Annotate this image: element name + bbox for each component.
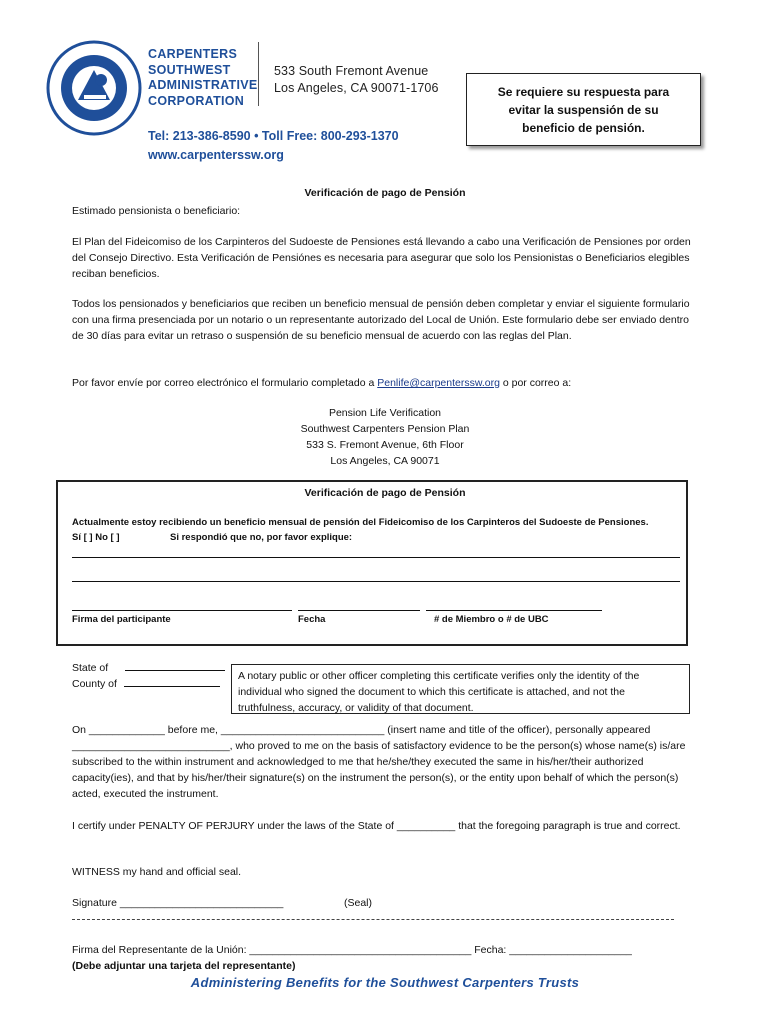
greeting: Estimado pensionista o beneficiario:	[72, 205, 241, 217]
address-line: Los Angeles, CA 90071-1706	[274, 81, 439, 95]
county-label: County of	[72, 678, 117, 690]
explain-label: Si respondió que no, por favor explique:	[170, 532, 353, 543]
union-rep-signature-line[interactable]: Firma del Representante de la Unión: ______________________________________ Fecha: _____________________	[72, 944, 632, 956]
witness-statement: WITNESS my hand and official seal.	[72, 866, 242, 878]
organization-seal-logo	[46, 40, 142, 136]
explanation-line-1[interactable]	[72, 557, 680, 558]
submit-prefix: Por favor envíe por correo electrónico el formulario completado a	[72, 377, 378, 389]
mail-line: 533 S. Fremont Avenue, 6th Floor	[306, 439, 464, 451]
notary-acknowledgment: On _____________ before me, ____________________________ (insert name and title of the officer), personally appeared ___________________________, who proved to me on the basis of satisfactory evidence to be the person(s) whose name(s) is/are subscribed to the within instrument and acknowledged to me that he/she/they executed the same in his/her/their authorized capacity(ies), and that by his/her/their signature(s) on the instrument the person(s), or the entity upon behalf of which the person(s) acted, executed the instrument.	[72, 724, 686, 800]
seal-label: (Seal)	[344, 897, 373, 909]
form-statement: Actualmente estoy recibiendo un beneficio mensual de pensión del Fideicomiso de los Carpinteros del Sudoeste de Pensiones.	[72, 517, 649, 528]
participant-signature-line[interactable]	[72, 610, 292, 611]
yes-no-checkboxes[interactable]: Sí [ ] No [ ]	[72, 532, 120, 543]
paragraph-requirements: Todos los pensionados y beneficiarios que reciben un beneficio mensual de pensión deben completar y enviar el siguiente formulario con una firma presenciada por un notario o un representante autorizado del Local de Unión. Este formulario debe ser enviado dentro de 30 días para evitar un retraso o suspensión de su beneficio mensual de acuerdo con las reglas del Plan.	[72, 298, 690, 342]
county-input-line[interactable]	[124, 676, 220, 687]
footer-tagline: Administering Benefits for the Southwest Carpenters Trusts	[190, 975, 580, 990]
notary-signature-line[interactable]: Signature ____________________________	[72, 897, 284, 909]
paragraph-verification: El Plan del Fideicomiso de los Carpinteros del Sudoeste de Pensiones está llevando a cabo una Verificación de Pensiones por orden del Consejo Directivo. Esta Verificación de Pensiónes es necesaria para asegurar que solo los Pensionistas o Beneficiarios elegibles reciban beneficios.	[72, 236, 691, 280]
address-line: 533 South Fremont Avenue	[274, 64, 429, 78]
member-number-label: # de Miembro o # de UBC	[434, 614, 549, 625]
paragraph-submit	[72, 375, 700, 391]
perjury-certification: I certify under PENALTY OF PERJURY under the laws of the State of __________ that the foregoing paragraph is true and correct.	[72, 820, 681, 832]
mail-line: Pension Life Verification	[328, 407, 442, 419]
email-link[interactable]: Penlife@carpenterssw.org	[377, 377, 500, 389]
state-county-fields	[72, 660, 225, 692]
participant-signature-label: Firma del participante	[72, 614, 171, 625]
org-line: ADMINISTRATIVE	[148, 78, 258, 92]
response-required-notice	[466, 73, 701, 146]
notary-disclaimer-box: A notary public or other officer completing this certificate verifies only the identity of the individual who signed the document to which this certificate is attached, and not the truthfulness, accuracy, or validity of that document.	[231, 664, 690, 714]
header-divider	[258, 42, 259, 106]
org-line: SOUTHWEST	[148, 62, 231, 77]
mail-line: Southwest Carpenters Pension Plan	[300, 423, 470, 435]
form-title: Verificación de pago de Pensión	[304, 487, 466, 499]
document-title: Verificación de pago de Pensión	[304, 187, 466, 199]
phone-line: Tel: 213-386-8590 • Toll Free: 800-293-1370	[148, 129, 399, 143]
submit-suffix: o por correo a:	[499, 377, 572, 389]
contact-info	[148, 127, 399, 165]
union-rep-note: (Debe adjuntar una tarjeta del representante)	[72, 960, 296, 972]
state-input-line[interactable]	[125, 660, 225, 671]
organization-address	[274, 63, 439, 97]
cut-line-divider	[72, 919, 674, 920]
website-link[interactable]: www.carpenterssw.org	[148, 148, 284, 162]
explanation-line-2[interactable]	[72, 581, 680, 582]
mail-line: Los Angeles, CA 90071	[330, 455, 440, 467]
mailing-address	[0, 405, 770, 469]
notice-text: Se requiere su respuesta para evitar la suspensión de su beneficio de pensión.	[497, 84, 670, 135]
state-label: State of	[72, 662, 109, 674]
org-line: CORPORATION	[148, 93, 245, 108]
org-line: CARPENTERS	[148, 47, 238, 61]
date-label: Fecha	[298, 614, 326, 625]
organization-name	[148, 47, 258, 109]
date-line[interactable]	[298, 610, 420, 611]
member-number-line[interactable]	[426, 610, 602, 611]
